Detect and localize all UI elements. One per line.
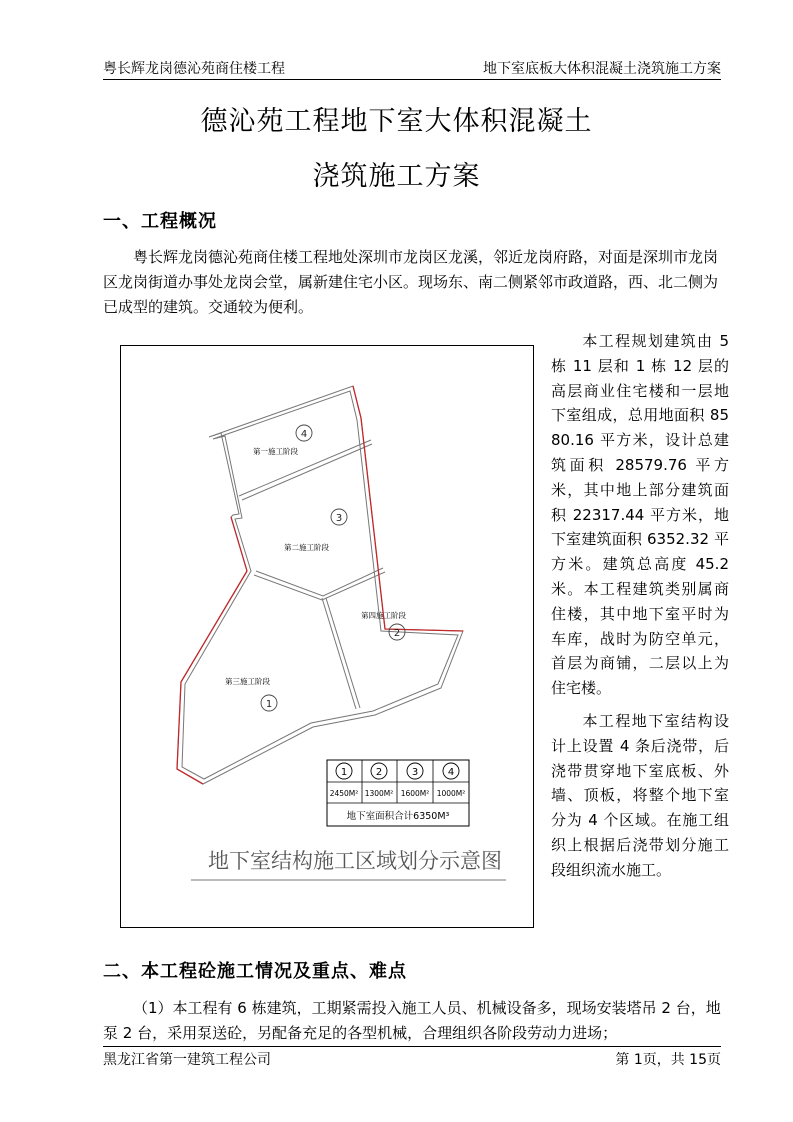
section1-text: 粤长辉龙岗德沁苑商住楼工程地处深圳市龙岗区龙溪，邻近龙岗府路，对面是深圳市龙岗区龙岗街道办事处龙岗会堂，属新建住宅小区。现场东、南二侧紧邻市政道路，西、北二侧为已成型的建筑。交通较为便利。	[103, 248, 719, 316]
figure-frame	[120, 345, 534, 928]
section1-paragraph	[103, 245, 723, 320]
area-table	[327, 760, 469, 826]
table-num-1: 1	[340, 767, 348, 778]
doc-title-line2: 浇筑施工方案	[312, 161, 481, 192]
section2-text: （1）本工程有 6 栋建筑，工期紧需投入施工人员、机械设备多，现场安装塔吊 2 台，地泵 2 台，采用泵送砼，另配备充足的各型机械，合理组织各阶段劳动力进场；	[103, 999, 721, 1042]
table-area-4: 1000M²	[436, 789, 466, 798]
zone-label-1: 第一施工阶段	[253, 447, 298, 456]
zone-label-4: 第四施工阶段	[361, 611, 406, 620]
site-plan-figure	[121, 346, 533, 927]
table-area-1: 2450M²	[329, 789, 359, 798]
zone-number-2: 2	[393, 628, 401, 639]
footer-left: 黑龙江省第一建筑工程公司	[103, 1052, 271, 1068]
footer-rule	[103, 1046, 721, 1047]
outer-boundary	[177, 386, 463, 784]
division-zone1-zone2	[322, 598, 356, 709]
header-rule	[103, 79, 721, 80]
zone-outlines	[177, 386, 463, 784]
section2-heading: 二、本工程砼施工情况及重点、难点	[103, 961, 407, 982]
red-edge-notch	[231, 517, 247, 571]
section1-heading: 一、工程概况	[103, 211, 217, 232]
zone-label-3: 第三施工阶段	[225, 677, 270, 686]
side-paragraph-2	[551, 709, 729, 883]
red-edges	[177, 386, 463, 784]
header-right: 地下室底板大体积混凝土浇筑施工方案	[483, 61, 721, 77]
doc-title-line1: 德沁苑工程地下室大体积混凝土	[200, 106, 593, 137]
section2-paragraph	[103, 996, 723, 1046]
side-paragraph-1	[551, 329, 729, 701]
zone-label-2: 第二施工阶段	[284, 543, 329, 552]
side-text-2: 本工程地下室结构设计上设置 4 条后浇带，后浇带贯穿地下室底板、外墙、顶板，将整个地下室分为 4 个区域。在施工组织上根据后浇带划分施工段组织流水施工。	[551, 712, 729, 879]
inner-boundary	[182, 391, 458, 779]
footer-page-number: 第 1页，共 15页	[615, 1052, 721, 1068]
zone-number-1: 1	[265, 699, 273, 710]
red-edge-east	[353, 386, 463, 631]
table-total: 地下室面积合计6350M³	[346, 811, 450, 822]
header-left: 粤长辉龙岗德沁苑商住楼工程	[103, 61, 285, 77]
zone-number-4: 4	[300, 429, 308, 440]
table-num-4: 4	[447, 767, 455, 778]
table-num-2: 2	[375, 767, 383, 778]
side-text-1: 本工程规划建筑由 5 栋 11 层和 1 栋 12 层的高层商业住宅楼和一层地下室组成，总用地面积 8580.16 平方米，设计总建筑面积 28579.76 平方米，其中地上部分建筑面积 22317.44 平方米，地下室建筑面积 6352.32 平方米。建筑总高度 45.2 米。本工程建筑类别属商住楼，其中地下室平时为车库，战时为防空单元，首层为商铺，二层以上为住宅楼。	[551, 332, 729, 698]
table-area-3: 1600M²	[400, 789, 430, 798]
table-num-3: 3	[411, 767, 419, 778]
table-area-2: 1300M²	[364, 789, 394, 798]
division-zone3	[256, 568, 383, 596]
zone-number-3: 3	[335, 513, 343, 524]
division-zone1-zone2-b	[326, 598, 360, 708]
figure-caption: 地下室结构施工区域划分示意图	[208, 849, 502, 873]
